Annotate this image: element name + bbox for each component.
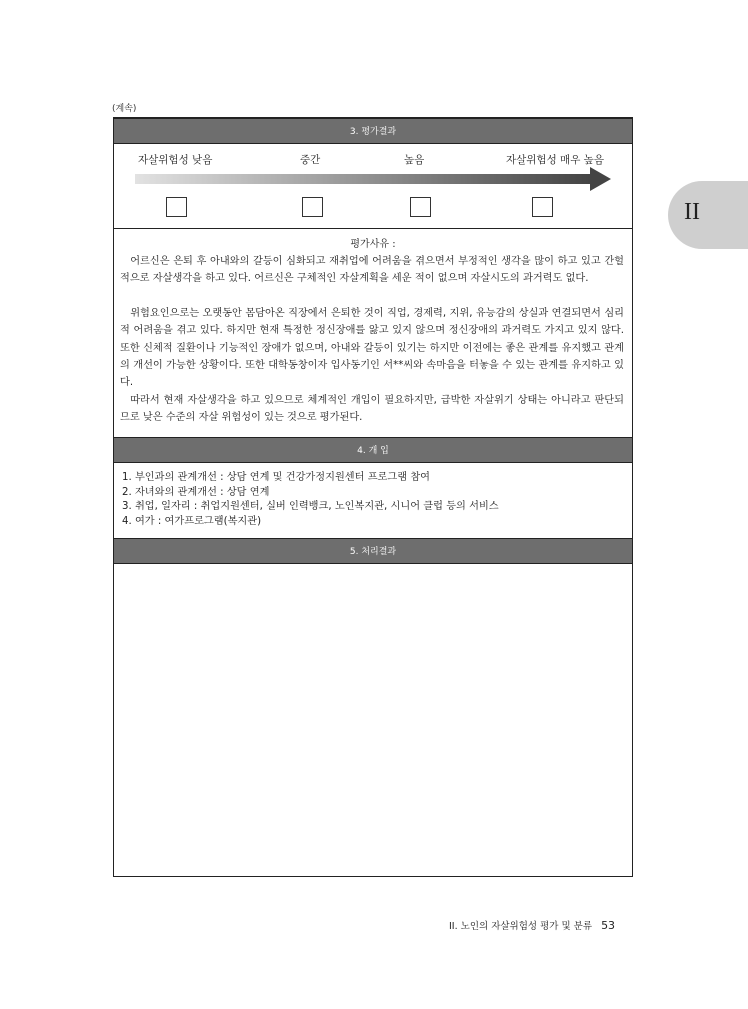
reason-paragraph-3: 따라서 현재 자살생각을 하고 있으므로 체계적인 개입이 필요하지만, 급박한 자살위기 상태는 아니라고 판단되므로 낮은 수준의 자살 위험성이 있는 것으로 평가된다. [120, 395, 624, 424]
evaluation-header: 3. 평가결과 [114, 118, 632, 144]
reason-paragraph-2: 위험요인으로는 오랫동안 몸담아온 직장에서 은퇴한 것이 직업, 경제력, 지위, 유능감의 상실과 연결되면서 심리적 어려움을 겪고 있다. 하지만 현재 특정한 정신장애를 앓고 있지 않으며 정신장애의 과거력도 가지고 있지 않다. 또한 신체적 질환이나 기능적인 장애가 없으며, 아내와 갈등이 있기는 하지만 이전에는 좋은 관계를 유지했고 관계의 개선이 가능한 상황이다. 또한 대학동창이자 입사동기인 서**씨와 속마음을 터놓을 수 있는 관계를 유지하고 있다. [120, 308, 624, 389]
result-content-area[interactable] [120, 570, 624, 860]
intervention-item: 3. 취업, 일자리 : 취업지원센터, 실버 인력뱅크, 노인복지관, 시니어 클럽 등의 서비스 [122, 501, 499, 512]
checkbox-very-high[interactable] [532, 197, 553, 217]
arrow-head-icon [590, 167, 611, 191]
intervention-item: 1. 부인과의 관계개선 : 상담 연계 및 건강가정지원센터 프로그램 참여 [122, 472, 431, 483]
chapter-tab [668, 181, 748, 249]
chapter-tab-label: II [684, 199, 700, 225]
intervention-list [122, 471, 622, 529]
scale-label-low: 자살위험성 낮음 [138, 154, 213, 166]
intervention-item: 2. 자녀와의 관계개선 : 상담 연계 [122, 486, 270, 498]
footer-chapter-title: II. 노인의 자살위험성 평가 및 분류 [449, 921, 593, 932]
checkbox-low[interactable] [166, 197, 187, 217]
result-header: 5. 처리결과 [114, 538, 632, 564]
scale-label-very-high: 자살위험성 매우 높음 [506, 154, 604, 166]
section-divider [114, 228, 632, 229]
scale-label-high: 높음 [404, 154, 425, 166]
assessment-form [113, 117, 633, 877]
intervention-header: 4. 개 입 [114, 437, 632, 463]
scale-label-medium: 중간 [300, 154, 321, 166]
checkbox-medium[interactable] [302, 197, 323, 217]
risk-gradient-arrow [135, 174, 590, 184]
checkbox-high[interactable] [410, 197, 431, 217]
reason-paragraph-1: 어르신은 은퇴 후 아내와의 갈등이 심화되고 재취업에 어려움을 겪으면서 부정적인 생각을 많이 하고 있고 간헐적으로 자살생각을 하고 있다. 어르신은 구체적인 자살계획을 세운 적이 없으며 자살시도의 과거력도 없다. [120, 256, 624, 285]
page-footer [449, 918, 615, 932]
intervention-item: 4. 여가 : 여가프로그램(복지관) [122, 515, 262, 527]
reason-title: 평가사유 : [350, 239, 396, 250]
page-number: 53 [601, 919, 616, 932]
continued-label: (계속) [112, 104, 137, 114]
